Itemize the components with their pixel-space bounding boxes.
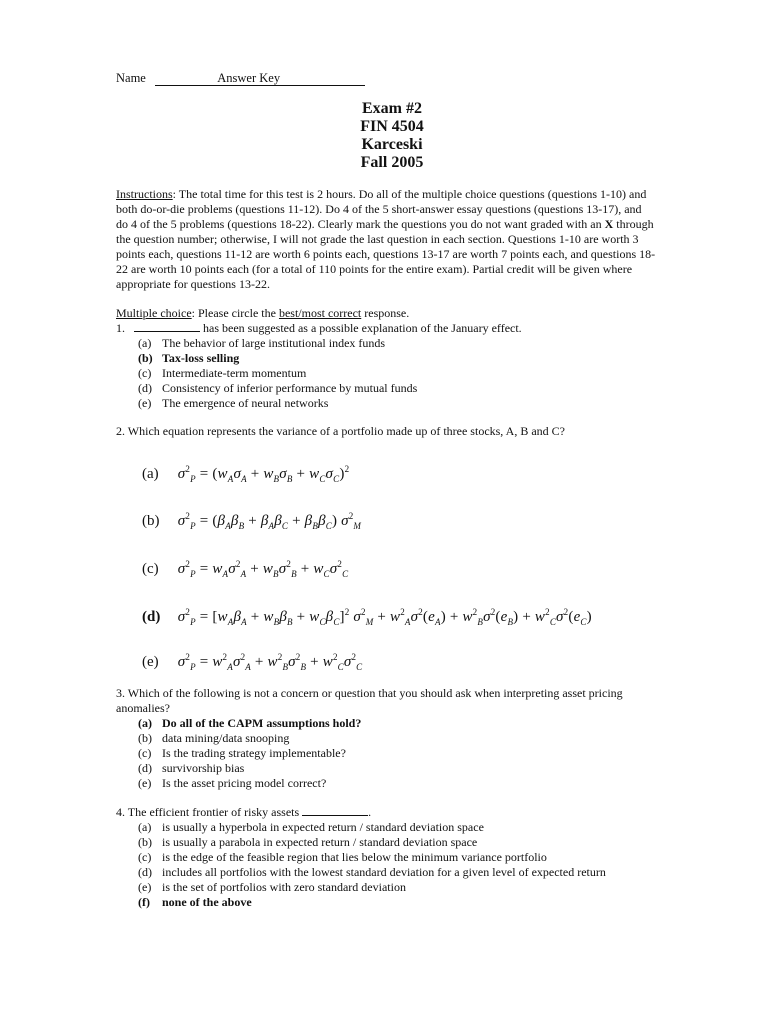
q2-equation-d <box>142 605 592 631</box>
question-4 <box>116 804 676 910</box>
q4-stem <box>116 804 676 820</box>
q4-stem-end: . <box>368 805 372 819</box>
q2-formula-c: $\sigma^2_P = w_A\sigma^2_A + w_B\sigma^2_B + w_C\sigma^2_C$ <box>177 559 349 579</box>
q1-blank <box>134 320 200 332</box>
q4-option: (a) is usually a hyperbola in expected return / standard deviation space <box>138 820 484 834</box>
name-line <box>116 71 365 86</box>
q3-option-answer: (a) Do all of the CAPM assumptions hold? <box>138 716 362 730</box>
q2-label-c: (c) <box>142 561 159 577</box>
instructions-paragraph <box>116 187 656 292</box>
q2-formula-d: $\sigma^2_P = [w_A\beta_A + w_B\beta_B + w_C\beta_C]^2$ $\sigma^2_M + w^2_A\sigma^2(e_A) + w^2_B\sigma^2(e_B) + w^2_C\sigma^2(e_C)$ <box>177 607 592 627</box>
q2-label-d-answer: (d) <box>142 609 161 625</box>
q4-option: (b) is usually a parabola in expected return / standard deviation space <box>138 835 478 849</box>
multiple-choice-heading <box>116 306 676 321</box>
q1-option: (a) The behavior of large institutional index funds <box>138 336 386 350</box>
title-line-1: Exam #2 <box>362 100 422 117</box>
question-3 <box>116 686 676 791</box>
name-value: Answer Key <box>155 71 365 86</box>
mc-heading: Multiple choice <box>116 306 192 320</box>
title-line-3: Karceski <box>361 136 423 153</box>
q4-option: (e) is the set of portfolios with zero standard deviation <box>138 880 406 894</box>
q2-equation-a <box>142 462 349 488</box>
q4-blank <box>302 804 368 816</box>
question-1 <box>116 320 676 411</box>
q3-option: (e) Is the asset pricing model correct? <box>138 776 327 790</box>
q1-option: (c) Intermediate-term momentum <box>138 366 307 380</box>
q1-option-answer: (b) Tax-loss selling <box>138 351 240 365</box>
mc-emphasis: best/most correct <box>278 306 362 320</box>
instructions-text-1: : The total time for this test is 2 hours. Do all of the multiple choice questions (questions 1-10) and both do-or-die problems (questions 11-12). Do 4 of the 5 short-answer essay questions (questions 13-17), and do 4 of the 5 problems (questions 18-22). Clearly mark the questions you do not want graded with an <box>116 187 647 231</box>
instructions-heading: Instructions <box>116 187 173 201</box>
q1-option: (d) Consistency of inferior performance by mutual funds <box>138 381 418 395</box>
q2-equation-b <box>142 509 361 535</box>
q2-label-a: (a) <box>142 466 159 482</box>
instructions-text-2: through the question number; otherwise, I will not grade the last question in each section. Questions 1-10 are worth 3 points each, questions 11-12 are worth 6 points each, questions 13-17 are worth 7 points each, and questions 18-22 are worth 10 points each (for a total of 110 points for the entire exam). Partial credit will be given where appropriate for questions 13-22. <box>116 217 656 291</box>
q4-option: (d) includes all portfolios with the lowest standard deviation for a given level of expected return <box>138 865 606 879</box>
q4-option-answer: (f) none of the above <box>138 895 252 909</box>
q1-stem <box>116 320 676 336</box>
name-label: Name <box>116 71 146 85</box>
q3-stem: 3. Which of the following is not a concern or question that you should ask when interpreting asset pricing anomalies? <box>116 686 623 715</box>
mc-intro-end: response. <box>361 306 410 320</box>
q2-stem: 2. Which equation represents the variance of a portfolio made up of three stocks, A, B and C? <box>116 424 565 438</box>
title-line-2: FIN 4504 <box>360 118 424 135</box>
instructions-bold-x: X <box>604 217 614 231</box>
q1-number: 1. <box>116 321 125 335</box>
q3-option: (d) survivorship bias <box>138 761 245 775</box>
q4-option: (c) is the edge of the feasible region that lies below the minimum variance portfolio <box>138 850 547 864</box>
mc-intro: : Please circle the <box>191 306 279 320</box>
q1-stem-text: has been suggested as a possible explanation of the January effect. <box>200 321 522 335</box>
exam-title <box>0 100 784 172</box>
q3-option: (c) Is the trading strategy implementable? <box>138 746 346 760</box>
q2-label-b: (b) <box>142 513 160 529</box>
q2-formula-b: $\sigma^2_P = (\beta_A\beta_B + \beta_A\beta_C + \beta_B\beta_C)$ $\sigma^2_M$ <box>177 511 362 531</box>
q2-formula-a: $\sigma^2_P = (w_A\sigma_A + w_B\sigma_B + w_C\sigma_C)^2$ <box>177 464 350 484</box>
q4-stem-start: 4. The efficient frontier of risky assets <box>116 805 303 819</box>
q2-formula-e: $\sigma^2_P = w^2_A\sigma^2_A + w^2_B\sigma^2_B + w^2_C\sigma^2_C$ <box>177 652 363 672</box>
q3-option: (b) data mining/data snooping <box>138 731 290 745</box>
q2-label-e: (e) <box>142 654 159 670</box>
q2-equation-e <box>142 650 362 676</box>
q1-option: (e) The emergence of neural networks <box>138 396 329 410</box>
title-line-4: Fall 2005 <box>360 154 424 171</box>
q2-equation-c <box>142 557 348 583</box>
